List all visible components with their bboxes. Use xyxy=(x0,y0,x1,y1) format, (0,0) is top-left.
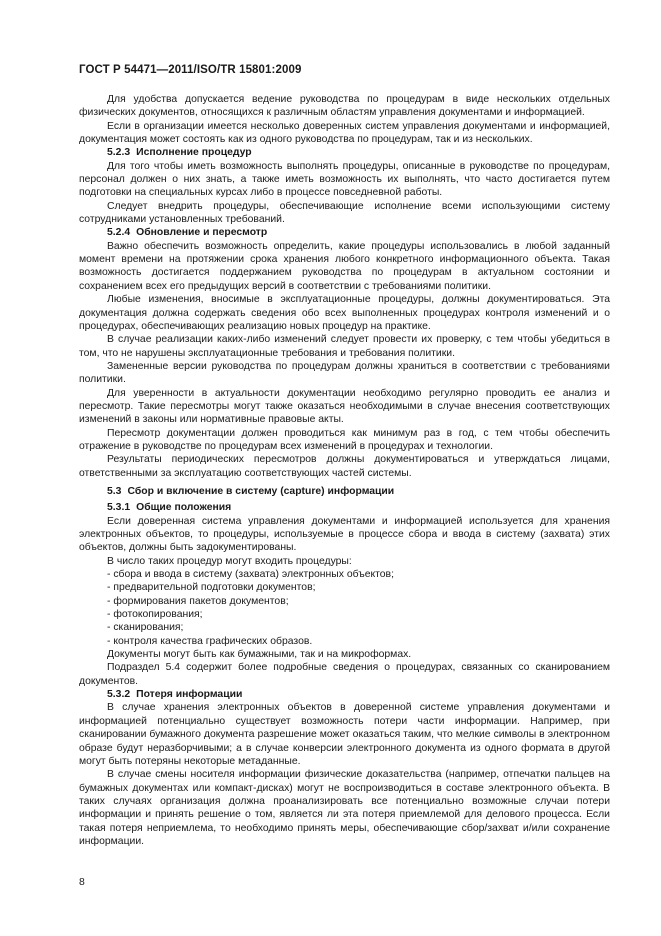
page-number: 8 xyxy=(79,877,85,888)
paragraph: Подраздел 5.4 содержит более подробные сведения о процедурах, связанных со сканированием документов. xyxy=(79,662,610,687)
section-heading-5-3 xyxy=(79,485,610,498)
section-heading-5-2-4 xyxy=(79,226,610,239)
section-number: 5.2.4 xyxy=(107,227,131,239)
paragraph: Для того чтобы иметь возможность выполнять процедуры, описанные в руководстве по процедурам, персонал должен о них знать, а также иметь возможность их выполнять, что часто достигается путем подготовки на специальных курсах либо в процессе повседневной работы. xyxy=(79,160,610,199)
paragraph: Если в организации имеется несколько доверенных систем управления документами и информацией, документация может состоять как из одного руководства по процедурам, так и из нескольких. xyxy=(79,120,610,146)
list-item: - контроля качества графических образов. xyxy=(107,635,313,647)
section-title: Общие положения xyxy=(136,502,232,514)
section-title: Исполнение процедур xyxy=(136,147,252,159)
section-number: 5.3.1 xyxy=(107,502,131,514)
paragraph: Документы могут быть как бумажными, так и на микроформах. xyxy=(107,649,412,661)
list-item: - фотокопирования; xyxy=(107,609,203,621)
paragraph: Любые изменения, вносимые в эксплуатационные процедуры, должны документироваться. Эта документация должна содержать сведения обо всех выполненных процедурах контроля изменений и о процедурах, обеспечивающих реализацию новых процедур на практике. xyxy=(79,294,610,332)
section-heading-5-2-3 xyxy=(79,146,610,159)
section-title: Обновление и пересмотр xyxy=(136,227,268,239)
list-item: - предварительной подготовки документов; xyxy=(107,582,316,594)
paragraph: В случае реализации каких-либо изменений следует провести их проверку, с тем чтобы убедиться в том, что не нарушены эксплуатационные требования и требования политики. xyxy=(79,334,610,359)
section-number: 5.3 xyxy=(107,485,122,497)
paragraph: Замененные версии руководства по процедурам должны храниться в соответствии с требованиями политики. xyxy=(79,360,610,386)
paragraph: В число таких процедур могут входить процедуры: xyxy=(107,555,352,567)
paragraph: В случае хранения электронных объектов в доверенной системе управления документами и информацией потенциально существует возможность потери части информации. Например, при сканировании бумажного документа разрешение может оказаться таким, что мелкие символы в электронном образе будут неразборчивыми; а в случае конверсии электронного документа из одного формата в другой могут быть потеряны некоторые метаданные. xyxy=(79,702,610,767)
list-item: - сбора и ввода в систему (захвата) электронных объектов; xyxy=(107,569,394,581)
paragraph: Если доверенная система управления документами и информацией используется для хранения электронных объектов, то процедуры, используемые в процессе сбора и ввода в систему (захвата) этих объектов, должны быть задокументированы. xyxy=(79,515,610,554)
list-item: - сканирования; xyxy=(107,622,184,634)
paragraph: Важно обеспечить возможность определить, какие процедуры использовались в любой заданный момент времени на протяжении срока хранения любого конкретного информационного объекта. Такая возможность достигается поддержанием руководства по процедурам в актуальном состоянии и сохранением всех его предыдущих версий в соответствии с требованиями политики. xyxy=(79,240,610,292)
list-item: - формирования пакетов документов; xyxy=(107,595,289,607)
paragraph: В случае смены носителя информации физические доказательства (например, отпечатки пальцев на бумажных документах или компакт-дисках) могут не воспроизводиться в составе электронного объекта. В таких случаях организация должна проанализировать все потенциально возможные случаи потери информации и принять решение о том, является ли эта потеря приемлемой для делового процесса. Если такая потеря неприемлема, то необходимо принять меры, обеспечивающие сбор/захват и/или сохранение информации. xyxy=(79,769,610,847)
paragraph: Пересмотр документации должен проводиться как минимум раз в год, с тем чтобы обеспечить отражение в руководстве по процедурам всех изменений в процедурах и технологии. xyxy=(79,427,610,452)
document-header: ГОСТ Р 54471—2011/ISO/TR 15801:2009 xyxy=(79,64,302,76)
document-body xyxy=(79,93,610,848)
paragraph: Следует внедрить процедуры, обеспечивающие исполнение всеми использующими систему сотрудниками установленных требований. xyxy=(79,200,610,226)
section-heading-5-3-1 xyxy=(79,501,610,514)
paragraph: Для уверенности в актуальности документации необходимо регулярно проводить ее анализ и пересмотр. Такие пересмотры могут также оказаться необходимыми в случае внесения соответствующих изменений в законы или нормативные правовые акты. xyxy=(79,387,610,426)
section-title: Сбор и включение в систему (capture) информации xyxy=(127,485,395,497)
section-title: Потеря информации xyxy=(136,689,243,701)
section-number: 5.3.2 xyxy=(107,689,131,701)
section-number: 5.2.3 xyxy=(107,147,131,159)
paragraph: Для удобства допускается ведение руководства по процедурам в виде нескольких отдельных физических документов, относящихся к различным областям управления документами и информацией. xyxy=(79,94,610,119)
paragraph: Результаты периодических пересмотров должны документироваться и утверждаться лицами, ответственными за эксплуатацию соответствующих частей системы. xyxy=(79,454,610,479)
section-heading-5-3-2 xyxy=(79,688,610,701)
